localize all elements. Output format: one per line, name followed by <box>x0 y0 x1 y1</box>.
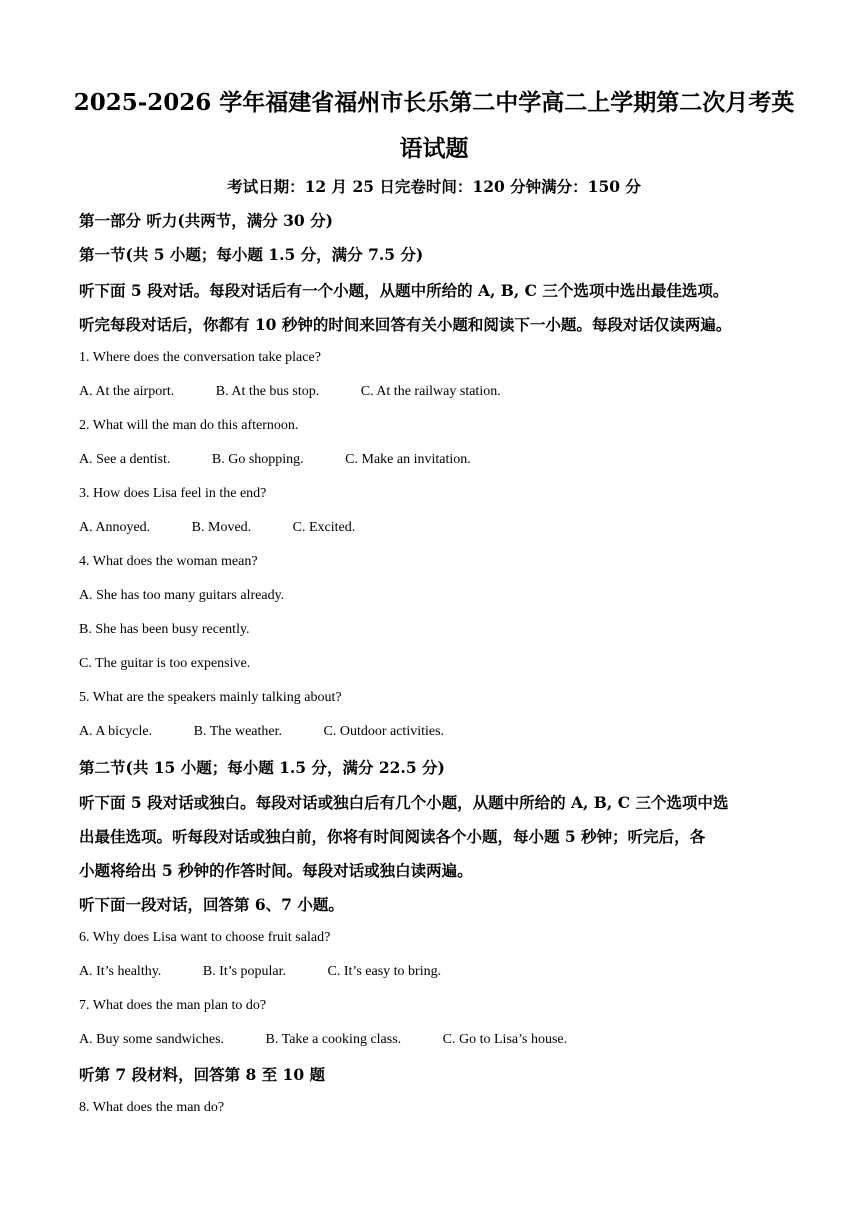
option-a: A. Buy some sandwiches. <box>79 1032 225 1047</box>
section-two-instruction: 小题将给出 5 秒钟的作答时间。每段对话或独白读两遍。 <box>79 861 473 880</box>
option-a: A. See a dentist. <box>79 452 171 467</box>
question-options <box>79 450 471 470</box>
option-a: A. Annoyed. <box>79 520 151 535</box>
dialogue-group-heading: 听第 7 段材料，回答第 8 至 10 题 <box>79 1065 326 1084</box>
section-one-instruction: 听下面 5 段对话。每段对话后有一个小题，从题中所给的 A, B, C 三个选项中选出最佳选项。 <box>79 281 729 300</box>
dialogue-group-heading: 听下面一段对话，回答第 6、7 小题。 <box>79 895 344 914</box>
question-stem: 3. How does Lisa feel in the end? <box>79 486 267 501</box>
section-two-heading: 第二节(共 15 小题；每小题 1.5 分，满分 22.5 分) <box>79 758 445 777</box>
exam-title-line-2: 语试题 <box>399 135 469 162</box>
option-c: C. Go to Lisa’s house. <box>442 1032 568 1047</box>
option-b: B. It’s popular. <box>202 964 287 979</box>
option-b: B. At the bus stop. <box>215 384 320 399</box>
option-c: C. Make an invitation. <box>345 452 471 467</box>
question-stem: 5. What are the speakers mainly talking about? <box>79 690 342 705</box>
option-c: C. At the railway station. <box>360 384 501 399</box>
question-options <box>79 382 501 402</box>
section-two-instruction: 听下面 5 段对话或独白。每段对话或独白后有几个小题，从题中所给的 A, B, C 三个选项中选 <box>79 793 729 812</box>
section-one-heading: 第一节(共 5 小题；每小题 1.5 分，满分 7.5 分) <box>79 245 424 264</box>
option-a: A. It’s healthy. <box>79 964 162 979</box>
option-b: B. She has been busy recently. <box>79 622 250 637</box>
question-stem: 6. Why does Lisa want to choose fruit salad? <box>79 930 331 945</box>
option-c: C. Excited. <box>292 520 356 535</box>
option-b: B. Take a cooking class. <box>265 1032 402 1047</box>
part-one-heading: 第一部分 听力(共两节，满分 30 分) <box>79 211 333 230</box>
question-stem: 1. Where does the conversation take place? <box>79 350 321 365</box>
option-b: B. Go shopping. <box>211 452 304 467</box>
question-options <box>79 722 444 742</box>
option-a: A. A bicycle. <box>79 724 153 739</box>
question-stem: 2. What will the man do this afternoon. <box>79 418 299 433</box>
option-b: B. Moved. <box>191 520 252 535</box>
exam-info: 考试日期：12 月 25 日完卷时间：120 分钟满分：150 分 <box>227 177 641 196</box>
question-options <box>79 1030 567 1050</box>
question-options <box>79 962 441 982</box>
question-stem: 4. What does the woman mean? <box>79 554 258 569</box>
option-c: C. The guitar is too expensive. <box>79 656 251 671</box>
section-two-instruction: 出最佳选项。听每段对话或独白前，你将有时间阅读各个小题，每小题 5 秒钟；听完后，各 <box>79 827 706 846</box>
question-stem: 7. What does the man plan to do? <box>79 998 267 1013</box>
exam-title-line-1: 2025-2026 学年福建省福州市长乐第二中学高二上学期第二次月考英 <box>73 89 795 116</box>
option-a: A. At the airport. <box>79 384 175 399</box>
option-c: C. Outdoor activities. <box>323 724 445 739</box>
option-a: A. She has too many guitars already. <box>79 588 285 603</box>
option-c: C. It’s easy to bring. <box>327 964 442 979</box>
section-one-instruction: 听完每段对话后，你都有 10 秒钟的时间来回答有关小题和阅读下一小题。每段对话仅读两遍。 <box>79 315 732 334</box>
question-stem: 8. What does the man do? <box>79 1100 225 1115</box>
option-b: B. The weather. <box>193 724 282 739</box>
question-options <box>79 518 355 538</box>
